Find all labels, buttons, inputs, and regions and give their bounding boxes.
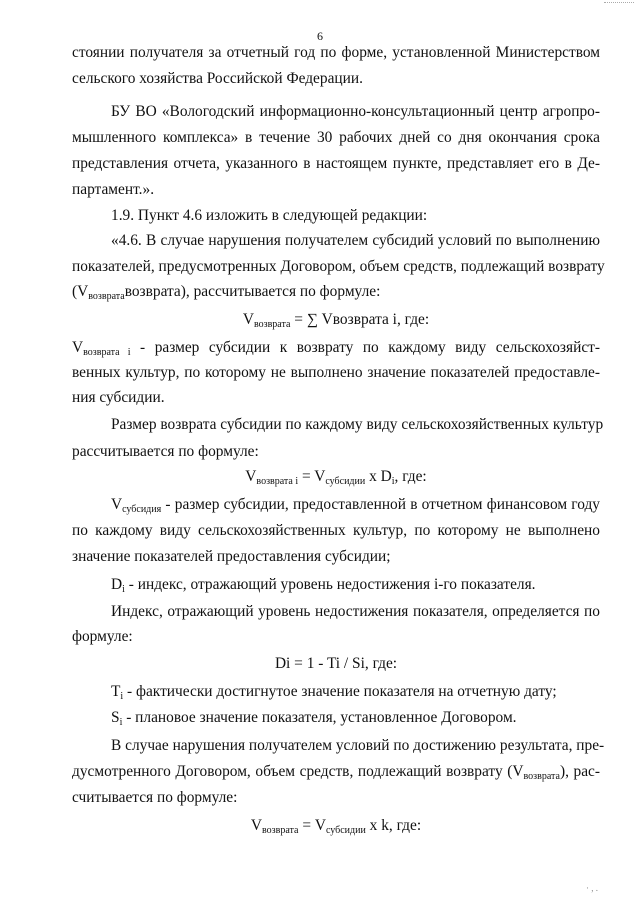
text-line: считывается по формуле: [72,789,238,806]
text-line: В случае нарушения получателем условий по достижению результата, пре- [111,737,605,754]
text-line: сельского хозяйства Российской Федерации. [72,70,363,87]
text-line: венных культур, по которому не выполнено значение показателей предоставле- [72,364,600,381]
text-line: Индекс, отражающий уровень недостижения показателя, определяется по [111,603,600,620]
formula-line: Di = 1 - Ti / Si, где: [274,655,398,672]
scan-specks: · , . [586,883,598,893]
text-line: показателей, предусмотренных Договором, объем средств, подлежащий возврату [72,258,605,275]
text-line: Si - плановое значение показателя, установленное Договором. [111,709,517,728]
formula-symbol: (V [72,283,89,300]
scan-mark [604,2,634,7]
text-line: ния субсидии. [72,389,165,406]
text-line: 1.9. Пункт 4.6 изложить в следующей редакции: [111,207,428,224]
formula-line: Vвозврата i = Vсубсидии x Di, где: [245,468,427,487]
text-line: значение показателей предоставления субсидии; [72,548,391,565]
text-line: Vсубсидия - размер субсидии, предоставленной в отчетном финансовом году [111,496,600,515]
text-line: формуле: [72,628,133,645]
formula-line: Vвозврата = ∑ Vвозврата i, где: [242,311,430,330]
subscript: возврата [88,291,125,302]
text-line: представления отчета, указанного в настоящем пункте, представляет его в Де- [72,155,600,172]
text-line: по каждому виду сельскохозяйственных культур, по которому не выполнено [72,522,600,539]
text-line: Di - индекс, отражающий уровень недостижения i-го показателя. [111,576,536,595]
text-line: мышленного комплекса» в течение 30 рабочих дней со дня окончания срока [72,129,600,146]
text-line: Vвозврата i - размер субсидии к возврату по каждому виду сельскохозяйст- [72,339,600,358]
text-line: «4.6. В случае нарушения получателем субсидий условий по выполнению [111,232,600,249]
text-line: стоянии получателя за отчетный год по форме, установленной Министерством [72,44,600,61]
text-fragment: возврата), рассчитывается по формуле: [124,283,381,300]
text-line: рассчитывается по формуле: [72,443,259,460]
text-line [72,283,600,303]
text-line: Ti - фактически достигнутое значение показателя на отчетную дату; [111,683,557,702]
text-line: БУ ВО «Вологодский информационно-консультационный центр агропро- [111,103,600,120]
text-line: Размер возврата субсидии по каждому виду сельскохозяйственных культур [111,416,604,433]
text-line: партамент.». [72,181,155,198]
formula-line: Vвозврата = Vсубсидии x k, где: [250,817,422,836]
text-line: дусмотренного Договором, объем средств, подлежащий возврату (Vвозврата), рас- [72,763,600,782]
page-number: 6 [317,29,323,43]
